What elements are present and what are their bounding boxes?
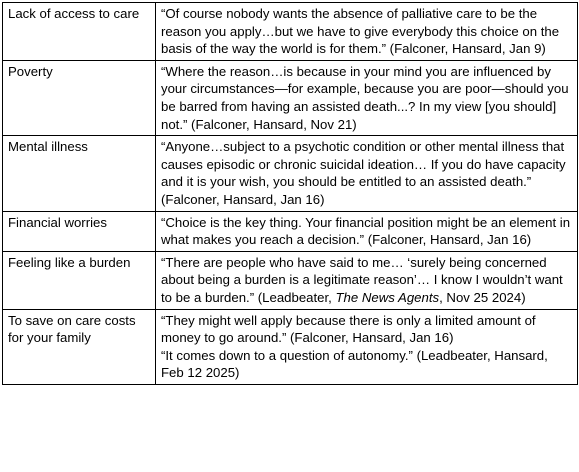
reason-label: Lack of access to care	[8, 6, 140, 21]
reason-cell	[3, 309, 156, 384]
reason-label: Poverty	[8, 63, 53, 79]
table-row	[3, 251, 578, 309]
reason-label: Feeling like a burden	[8, 254, 131, 270]
table-row	[3, 136, 578, 211]
table-row	[3, 211, 578, 251]
reason-cell	[3, 3, 156, 61]
quote-text: “Of course nobody wants the absence of palliative care to be the reason you apply…but we have to give everybody this choice on the basis of the way the world is for them.” (Falconer, Hansard, Jan 9)	[161, 6, 560, 57]
quote-text: “Where the reason…is because in your mind you are influenced by your circumstances—for example, because you are poor—should you be barred from having an assisted death...? In my view [you should] not.” (Falconer, Hansard, Nov 21)	[161, 63, 569, 132]
quote-text-end: , Nov 25 2024)	[439, 289, 526, 305]
quote-text: “They might well apply because there is only a limited amount of money to go around.” (Falconer, Hansard, Jan 16)	[161, 312, 536, 346]
reason-label: Mental illness	[8, 139, 88, 155]
quote-cell	[156, 60, 578, 135]
table-row	[3, 60, 578, 135]
reason-cell	[3, 251, 156, 309]
quote-cell	[156, 136, 578, 211]
quote-cell	[156, 251, 578, 309]
quote-cell	[156, 309, 578, 384]
quote-cell	[156, 211, 578, 251]
quote-cell	[156, 3, 578, 61]
quote-text: “Choice is the key thing. Your financial position might be an element in what makes you reach a decision.” (Falconer, Hansard, Jan 16)	[161, 214, 571, 248]
reason-cell	[3, 136, 156, 211]
reason-cell	[3, 211, 156, 251]
quote-text: “Anyone…subject to a psychotic condition or other mental illness that causes episodic or chronic suicidal ideation… If you do have capacity and it is your wish, you should be entitled to an assisted death.” (Falconer, Hansard, Jan 16)	[161, 139, 566, 207]
reason-cell	[3, 60, 156, 135]
quote-text-start: “There are people who have said to me… ‘surely being concerned about being a burden is a legitimate reason’… I know I wouldn’t want to be a burden.” (Leadbeater,	[161, 254, 563, 305]
publication-title: The News Agents	[335, 289, 440, 305]
reason-label: Financial worries	[8, 214, 107, 230]
table-row	[3, 309, 578, 384]
reason-label: To save on care costs for your family	[8, 312, 136, 346]
table-row	[3, 3, 578, 61]
document-page	[2, 2, 576, 385]
quote-text-second: “It comes down to a question of autonomy.” (Leadbeater, Hansard, Feb 12 2025)	[161, 347, 548, 381]
quotes-table	[2, 2, 578, 385]
